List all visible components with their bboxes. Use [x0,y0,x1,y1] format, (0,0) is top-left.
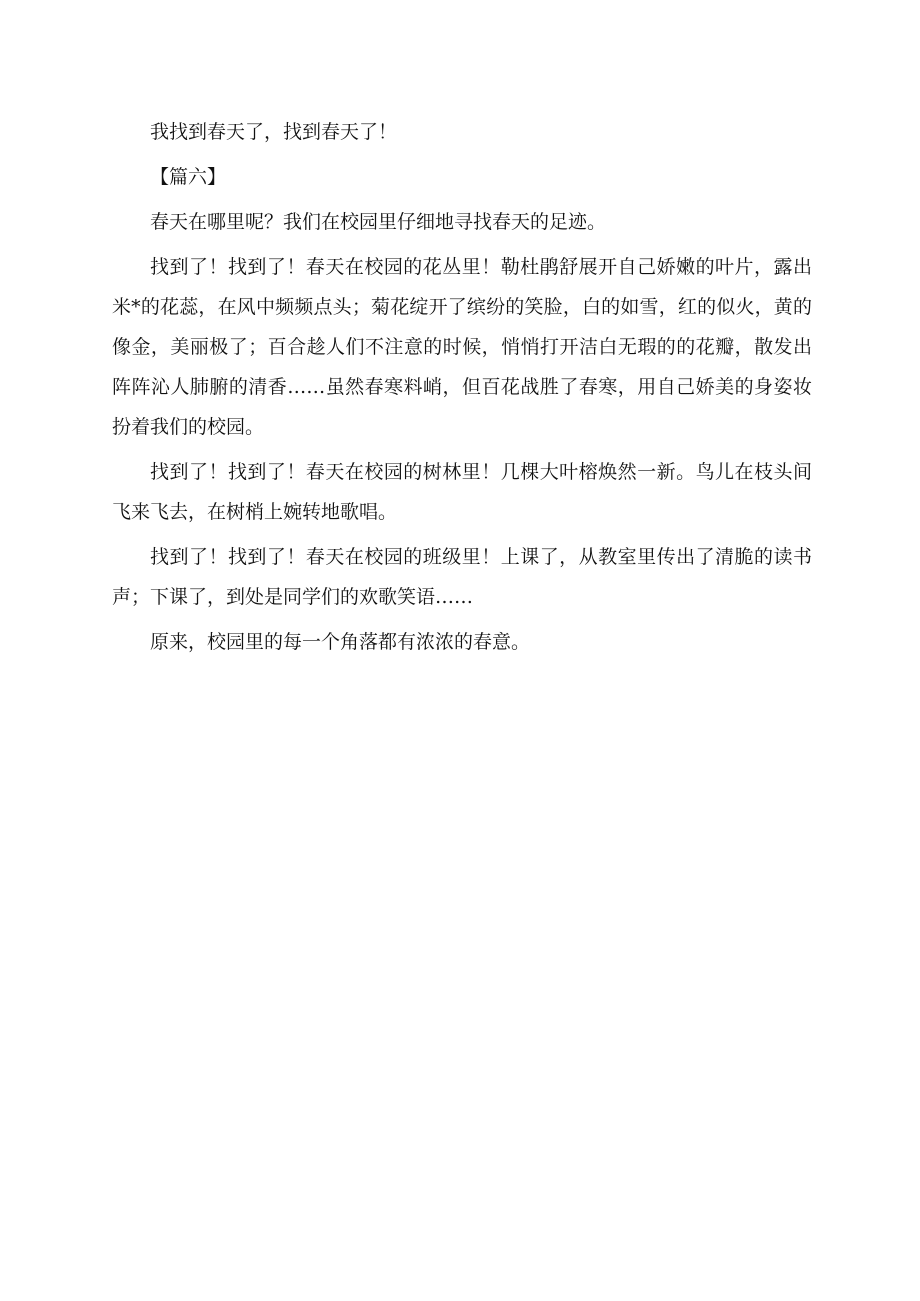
document-body [112,112,812,667]
paragraph-2: 找到了！找到了！春天在校园的花丛里！勒杜鹃舒展开自己娇嫩的叶片，露出米*的花蕊，在风中频频点头；菊花绽开了缤纷的笑脸，白的如雪，红的似火，黄的像金，美丽极了；百合趁人们不注意的时候，悄悄打开洁白无瑕的的花瓣，散发出阵阵沁人肺腑的清香……虽然春寒料峭，但百花战胜了春寒，用自己娇美的身姿妆扮着我们的校园。 [112,256,812,438]
section-heading: 【篇六】 [150,166,227,188]
paragraph-1: 春天在哪里呢？我们在校园里仔细地寻找春天的足迹。 [150,211,607,233]
intro-line: 我找到春天了，找到春天了！ [150,121,398,143]
paragraph-3: 找到了！找到了！春天在校园的树林里！几棵大叶榕焕然一新。鸟儿在枝头间飞来飞去，在树梢上婉转地歌唱。 [112,461,812,523]
paragraph-4: 找到了！找到了！春天在校园的班级里！上课了，从教室里传出了清脆的读书声；下课了，到处是同学们的欢歌笑语…… [112,546,812,608]
paragraph-5: 原来，校园里的每一个角落都有浓浓的春意。 [150,631,531,653]
